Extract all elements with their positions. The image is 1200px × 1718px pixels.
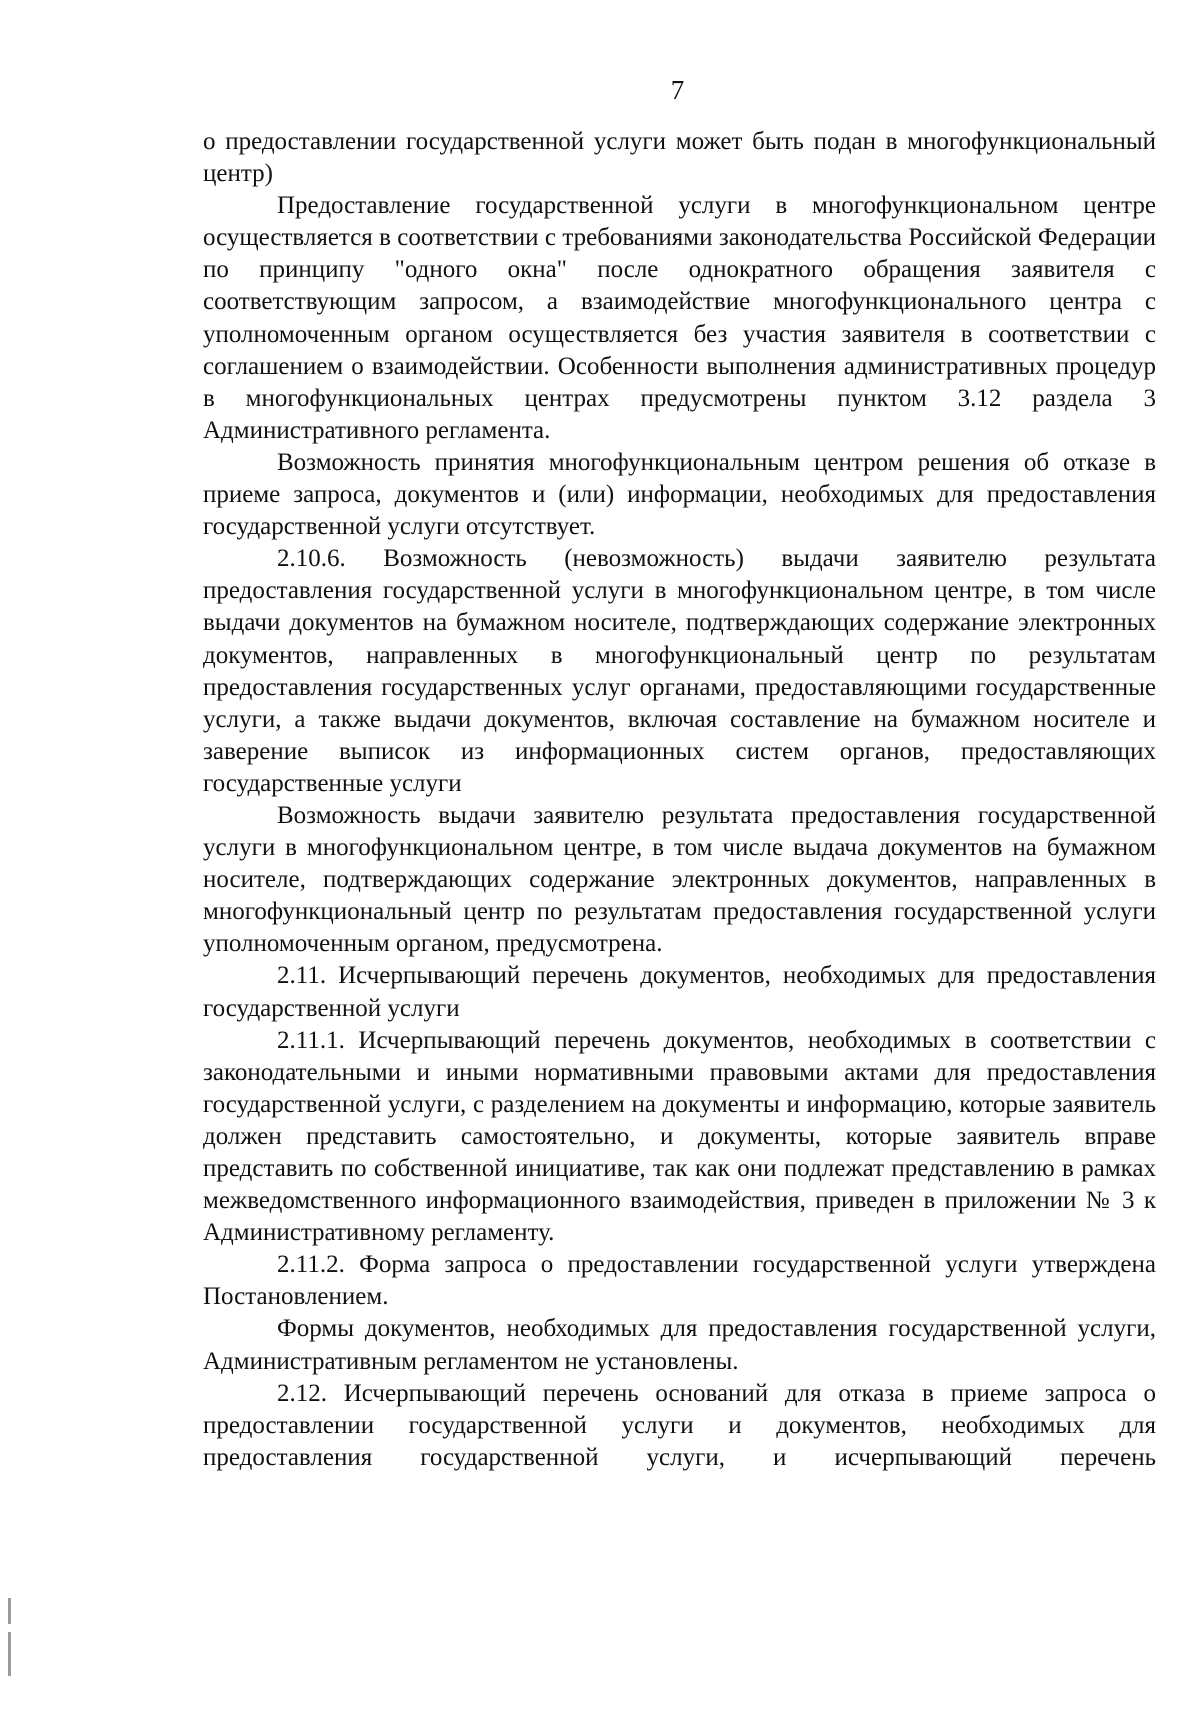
document-body xyxy=(203,126,1156,1474)
paragraph-2-11: 2.11. Исчерпывающий перечень документов, необходимых для предоставления государственной услуги xyxy=(203,962,1156,1022)
scan-edge-mark xyxy=(8,1598,11,1624)
scan-edge-mark xyxy=(8,1632,11,1676)
paragraph-forms: Формы документов, необходимых для предоставления государственной услуги, Административным регламентом не установлены. xyxy=(203,1315,1156,1375)
paragraph-2-11-2: 2.11.2. Форма запроса о предоставлении государственной услуги утверждена Постановлением. xyxy=(203,1251,1156,1311)
paragraph-continuation: о предоставлении государственной услуги может быть подан в многофункциональный центр) xyxy=(203,128,1156,188)
paragraph-mfc-service: Предоставление государственной услуги в многофункциональном центре осуществляется в соответствии с требованиями законодательства Российской Федерации по принципу "одного окна" после однократного обращения заявителя с соответствующим запросом, а взаимодействие многофункционального центра с уполномоченным органом осуществляется без участия заявителя в соответствии с соглашением о взаимодействии. Особенности выполнения административных процедур в многофункциональных центрах предусмотрены пунктом 3.12 раздела 3 Административного регламента. xyxy=(203,192,1156,444)
page-number: 7 xyxy=(670,75,685,105)
paragraph-refusal-possibility: Возможность принятия многофункциональным центром решения об отказе в приеме запроса, документов и (или) информации, необходимых для предоставления государственной услуги отсутствует. xyxy=(203,448,1156,541)
paragraph-2-10-6: 2.10.6. Возможность (невозможность) выдачи заявителю результата предоставления государственной услуги в многофункциональном центре, в том числе выдачи документов на бумажном носителе, подтверждающих содержание электронных документов, направленных в многофункциональный центр по результатам предоставления государственных услуг органами, предоставляющими государственные услуги, а также выдачи документов, включая составление на бумажном носителе и заверение выписок из информационных систем органов, предоставляющих государственные услуги xyxy=(203,545,1156,797)
paragraph-result-issuance: Возможность выдачи заявителю результата предоставления государственной услуги в многофункциональном центре, в том числе выдача документов на бумажном носителе, подтверждающих содержание электронных документов, направленных в многофункциональный центр по результатам предоставления государственной услуги уполномоченным органом, предусмотрена. xyxy=(203,801,1156,958)
paragraph-2-12: 2.12. Исчерпывающий перечень оснований для отказа в приеме запроса о предоставлении государственной услуги и документов, необходимых для предоставления государственной услуги, и исчерпывающий перечень xyxy=(203,1379,1156,1471)
paragraph-2-11-1: 2.11.1. Исчерпывающий перечень документов, необходимых в соответствии с законодательными и иными нормативными правовыми актами для предоставления государственной услуги, с разделением на документы и информацию, которые заявитель должен представить самостоятельно, и документы, которые заявитель вправе представить по собственной инициативе, так как они подлежат представлению в рамках межведомственного информационного взаимодействия, приведен в приложении № 3 к Административному регламенту. xyxy=(203,1026,1156,1247)
